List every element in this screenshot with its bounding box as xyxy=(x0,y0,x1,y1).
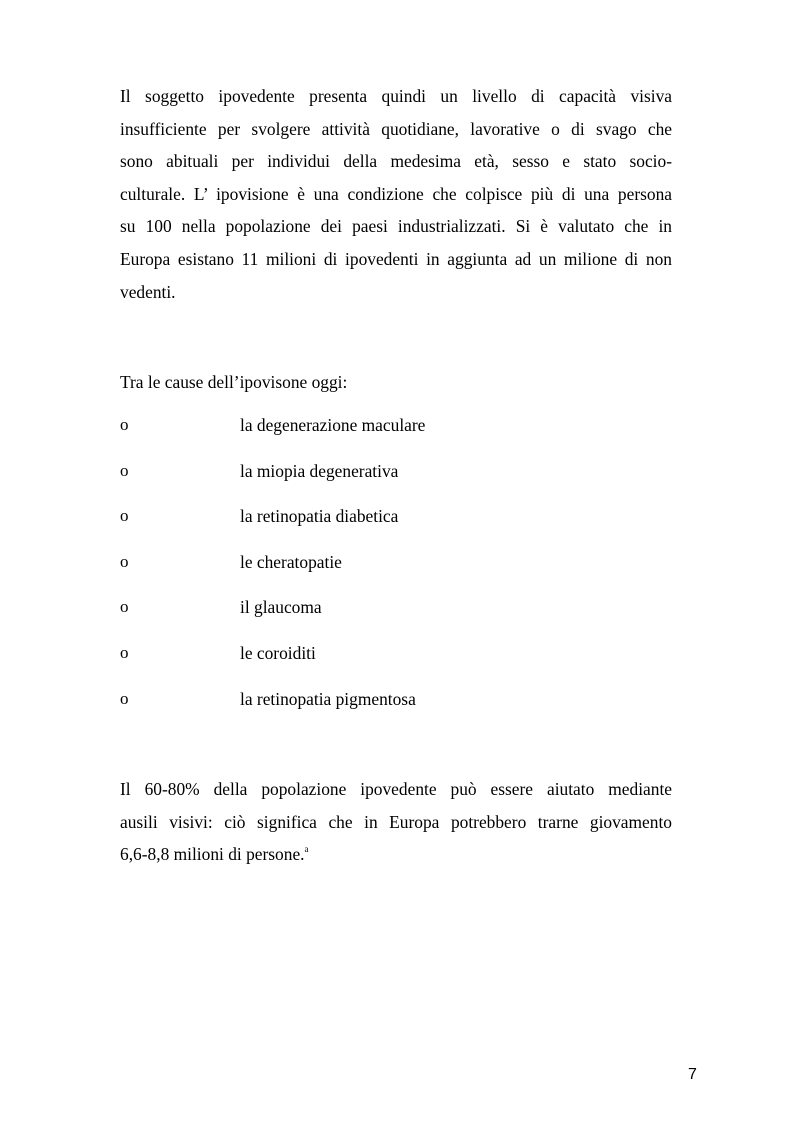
list-item-text: le coroiditi xyxy=(240,642,316,663)
paragraph-line-last xyxy=(120,838,672,871)
paragraph-line-text: 6,6-8,8 milioni di persone. xyxy=(120,844,305,865)
list-item-text: la retinopatia diabetica xyxy=(240,506,399,527)
list-item xyxy=(120,636,680,682)
causes-list xyxy=(120,408,680,727)
list-intro: Tra le cause dell’ipovisone oggi: xyxy=(120,372,348,392)
paragraph-line: Europa esistano 11 milioni di ipovedenti in aggiunta ad un milione di non xyxy=(120,248,672,269)
list-item xyxy=(120,590,680,636)
paragraph-line: vedenti. xyxy=(120,281,176,302)
bullet-icon: o xyxy=(120,597,129,617)
list-item-text: la degenerazione maculare xyxy=(240,415,426,435)
list-item-text: il glaucoma xyxy=(240,597,322,618)
bullet-icon: o xyxy=(120,506,129,526)
list-item xyxy=(120,545,680,591)
paragraph-line: insufficiente per svolgere attività quotidiane, lavorative o di svago che xyxy=(120,118,672,139)
paragraph-line: ausili visivi: ciò significa che in Europa potrebbero trarne giovamento xyxy=(120,811,672,832)
list-item-text: la retinopatia pigmentosa xyxy=(240,688,416,709)
list-item-text: le cheratopatie xyxy=(240,551,342,572)
bullet-icon: o xyxy=(120,551,129,571)
footnote-marker[interactable]: a xyxy=(304,844,309,855)
paragraph-visual-aids xyxy=(120,773,672,871)
paragraph-low-vision-definition xyxy=(120,80,672,308)
paragraph-line: Il soggetto ipovedente presenta quindi un livello di capacità visiva xyxy=(120,86,672,106)
paragraph-line: culturale. L’ ipovisione è una condizione che colpisce più di una persona xyxy=(120,183,672,204)
list-item xyxy=(120,682,680,728)
bullet-icon: o xyxy=(120,415,129,434)
bullet-icon: o xyxy=(120,642,129,662)
list-item xyxy=(120,499,680,545)
paragraph-line: su 100 nella popolazione dei paesi industrializzati. Si è valutato che in xyxy=(120,216,672,237)
bullet-icon: o xyxy=(120,688,129,708)
list-item xyxy=(120,408,680,454)
paragraph-line: sono abituali per individui della medesima età, sesso e stato socio- xyxy=(120,151,672,172)
list-item xyxy=(120,454,680,500)
list-item-text: la miopia degenerativa xyxy=(240,460,399,481)
bullet-icon: o xyxy=(120,460,129,480)
paragraph-line: Il 60-80% della popolazione ipovedente può essere aiutato mediante xyxy=(120,779,672,799)
page-number: 7 xyxy=(688,1066,697,1083)
